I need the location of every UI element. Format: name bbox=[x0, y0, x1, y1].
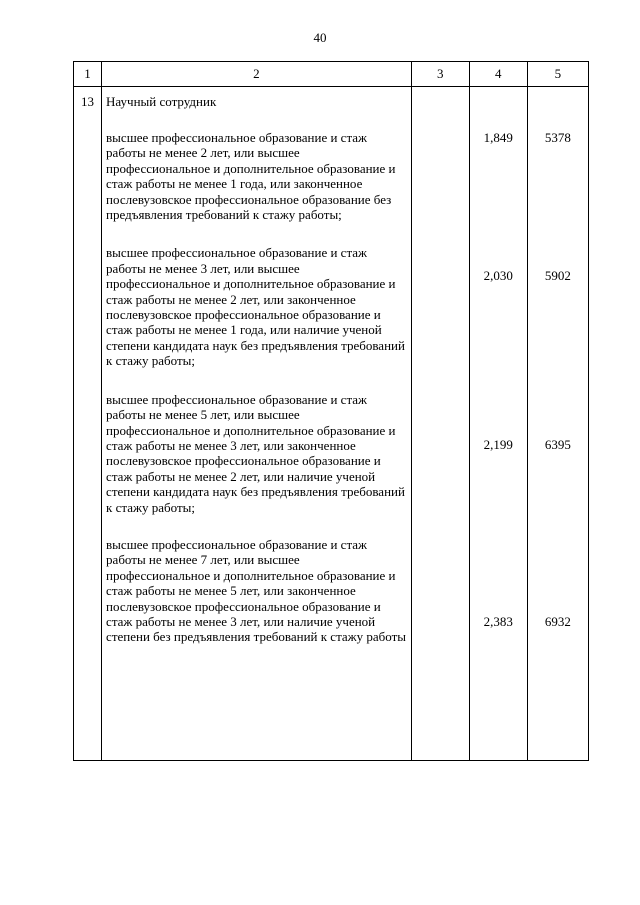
row-number: 13 bbox=[74, 87, 102, 761]
table-row bbox=[74, 87, 589, 761]
coefficient-cell bbox=[469, 87, 527, 761]
qualification-table bbox=[73, 61, 589, 761]
column-header-5: 5 bbox=[527, 62, 588, 87]
column-header-1: 1 bbox=[74, 62, 102, 87]
coefficient-value: 2,199 bbox=[483, 437, 513, 452]
requirement-text: высшее профессиональное образование и стаж работы не менее 7 лет, или высшее профессиональное и дополнительное образование и стаж работы не менее 5 лет, или законченное послевузовское профессиональное образование и стаж работы не менее 3 лет, или наличие ученой степени без предъявления требований к стажу работы bbox=[106, 536, 407, 645]
requirement-text: высшее профессиональное образование и стаж работы не менее 3 лет, или высшее профессиональное и дополнительное образование и стаж работы не менее 2 лет, или законченное послевузовское профессиональное образование и стаж работы не менее 1 года, или наличие ученой степени кандидата наук без предъявления требований к стажу работы; bbox=[106, 245, 405, 369]
position-description-cell bbox=[102, 87, 412, 761]
position-title: Научный сотрудник bbox=[106, 94, 217, 109]
salary-value: 6395 bbox=[544, 437, 571, 452]
requirement-text: высшее профессиональное образование и стаж работы не менее 5 лет, или высшее профессиональное и дополнительное образование и стаж работы не менее 3 лет, или законченное послевузовское профессиональное образование и стаж работы не менее 2 лет, или наличие ученой степени кандидата наук без предъявления требований к стажу работы; bbox=[106, 391, 405, 515]
column-header-2: 2 bbox=[102, 62, 412, 87]
salary-value: 5902 bbox=[544, 268, 571, 283]
salary-value: 6932 bbox=[544, 614, 571, 629]
column-header-4: 4 bbox=[469, 62, 527, 87]
coefficient-value: 2,030 bbox=[483, 268, 513, 283]
salary-value: 5378 bbox=[544, 130, 571, 145]
coefficient-value: 2,383 bbox=[483, 614, 513, 629]
column-header-3: 3 bbox=[411, 62, 469, 87]
requirement-text: высшее профессиональное образование и стаж работы не менее 2 лет, или высшее профессиональное и дополнительное образование и стаж работы не менее 1 года, или законченное послевузовское профессиональное образование без предъявления требований к стажу работы; bbox=[106, 130, 396, 223]
coefficient-value: 1,849 bbox=[483, 130, 513, 145]
salary-cell bbox=[527, 87, 588, 761]
table-header-row bbox=[74, 62, 589, 87]
page-number: 40 bbox=[313, 30, 327, 45]
column-3-cell bbox=[411, 87, 469, 761]
